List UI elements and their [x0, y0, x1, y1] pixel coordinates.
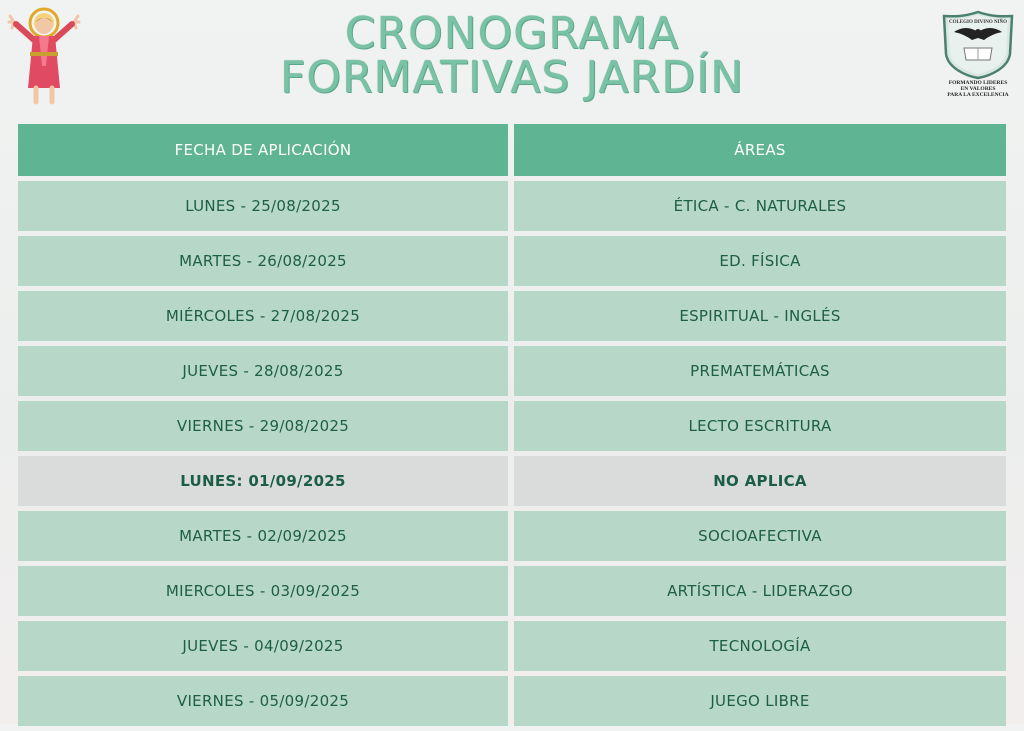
header-areas: ÁREAS — [514, 124, 1006, 176]
fecha-cell: LUNES - 25/08/2025 — [18, 181, 508, 231]
area-cell: SOCIOAFECTIVA — [514, 511, 1006, 561]
motto-line-2: EN VALORES — [960, 86, 996, 92]
area-cell: ED. FÍSICA — [514, 236, 1006, 286]
fecha-cell: MARTES - 02/09/2025 — [18, 511, 508, 561]
table-row — [18, 291, 1006, 341]
area-cell: TECNOLOGÍA — [514, 621, 1006, 671]
table-row-holiday — [18, 456, 1006, 506]
fecha-cell: MIERCOLES - 03/09/2025 — [18, 566, 508, 616]
table-row — [18, 621, 1006, 671]
fecha-cell: MIÉRCOLES - 27/08/2025 — [18, 291, 508, 341]
table-row — [18, 346, 1006, 396]
page-title — [0, 8, 1024, 103]
area-cell: LECTO ESCRITURA — [514, 401, 1006, 451]
area-cell: JUEGO LIBRE — [514, 676, 1006, 726]
area-cell: PREMATEMÁTICAS — [514, 346, 1006, 396]
fecha-cell: VIERNES - 05/09/2025 — [18, 676, 508, 726]
table-row — [18, 566, 1006, 616]
table-row — [18, 511, 1006, 561]
school-name-text: COLEGIO DIVINO NIÑO — [948, 20, 1008, 25]
table-row — [18, 181, 1006, 231]
fecha-cell: VIERNES - 29/08/2025 — [18, 401, 508, 451]
fecha-cell: JUEVES - 04/09/2025 — [18, 621, 508, 671]
fecha-cell: MARTES - 26/08/2025 — [18, 236, 508, 286]
header-fecha: FECHA DE APLICACIÓN — [18, 124, 508, 176]
motto-line-3: PARA LA EXCELENCIA — [947, 92, 1009, 98]
area-cell: ÉTICA - C. NATURALES — [514, 181, 1006, 231]
fecha-cell: JUEVES - 28/08/2025 — [18, 346, 508, 396]
table-row — [18, 401, 1006, 451]
title-line-2: FORMATIVAS JARDÍN — [280, 52, 744, 103]
table-header-row — [18, 124, 1006, 176]
schedule-table — [18, 124, 1006, 731]
motto-line-1: FORMANDO LIDERES — [948, 80, 1008, 86]
table-row — [18, 676, 1006, 726]
title-line-1: CRONOGRAMA — [344, 8, 680, 59]
table-row — [18, 236, 1006, 286]
area-cell: ESPIRITUAL - INGLÉS — [514, 291, 1006, 341]
area-cell: ARTÍSTICA - LIDERAZGO — [514, 566, 1006, 616]
fecha-cell: LUNES: 01/09/2025 — [18, 456, 508, 506]
area-cell: NO APLICA — [514, 456, 1006, 506]
